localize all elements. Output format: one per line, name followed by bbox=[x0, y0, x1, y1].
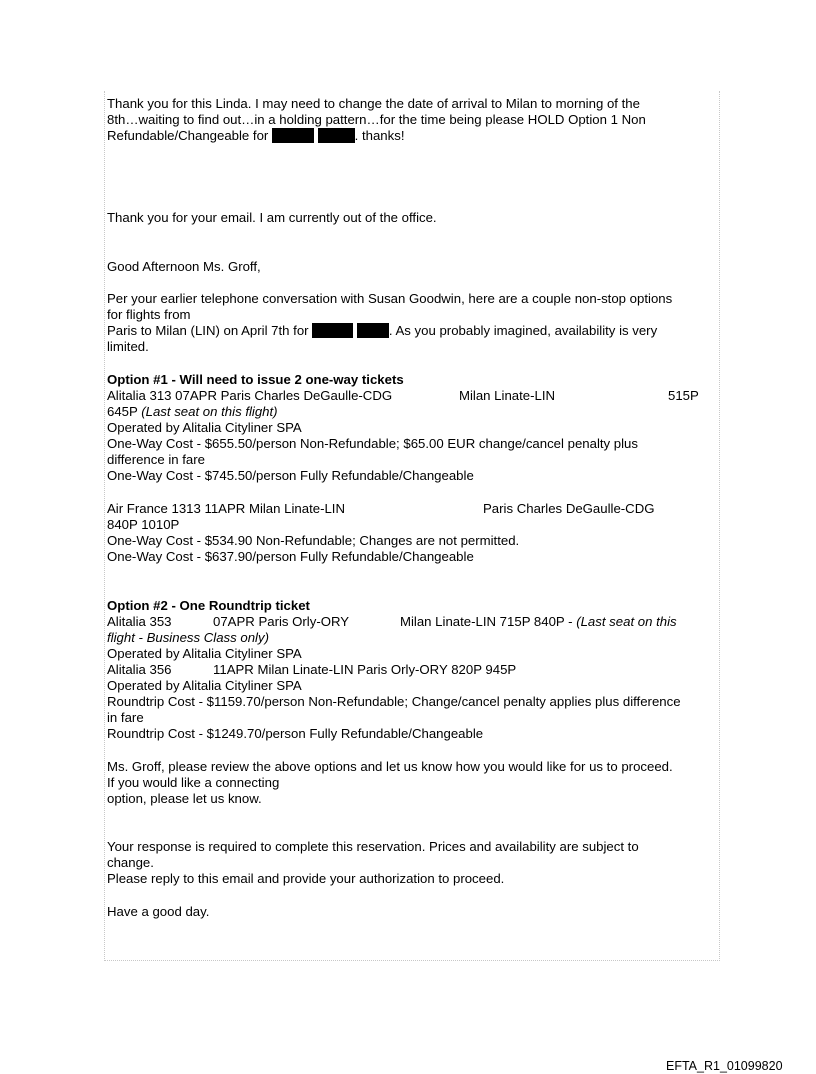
closing-reply-request: Please reply to this email and provide your authorization to proceed. bbox=[107, 871, 505, 886]
closing-signoff: Have a good day. bbox=[107, 904, 210, 919]
intro-line-1: Per your earlier telephone conversation with Susan Goodwin, here are a couple non-stop options bbox=[107, 291, 673, 306]
option2-operated2: Operated by Alitalia Cityliner SPA bbox=[107, 678, 302, 693]
option2-flight1-note2: flight - Business Class only) bbox=[107, 630, 269, 645]
option1-flight1-carrier: Alitalia 313 07APR Paris Charles DeGaulle-CDG bbox=[107, 388, 393, 403]
document-id: EFTA_R1_01099820 bbox=[666, 1059, 783, 1073]
option1-flight1-dest: Milan Linate-LIN bbox=[459, 388, 556, 403]
option2-heading: Option #2 - One Roundtrip ticket bbox=[107, 598, 310, 613]
option1-cost2: One-Way Cost - $745.50/person Fully Refundable/Changeable bbox=[107, 468, 474, 483]
option2-flight2-route: 11APR Milan Linate-LIN Paris Orly-ORY 820P 945P bbox=[213, 662, 517, 677]
option2-operated1: Operated by Alitalia Cityliner SPA bbox=[107, 646, 302, 661]
option1-flight1-arr-line bbox=[107, 404, 278, 420]
option1-heading: Option #1 - Will need to issue 2 one-way tickets bbox=[107, 372, 404, 387]
reply-line-3 bbox=[107, 128, 405, 144]
option1-cost1-line1: One-Way Cost - $655.50/person Non-Refundable; $65.00 EUR change/cancel penalty plus bbox=[107, 436, 638, 451]
intro-line-3 bbox=[107, 323, 657, 339]
option1-cost4: One-Way Cost - $637.90/person Fully Refundable/Changeable bbox=[107, 549, 474, 564]
redaction-block bbox=[272, 128, 314, 143]
intro-line-3-text: Paris to Milan (LIN) on April 7th for bbox=[107, 323, 313, 338]
option2-cost1-line2: in fare bbox=[107, 710, 144, 725]
reply-line-3-text: Refundable/Changeable for bbox=[107, 128, 272, 143]
reply-line-2: 8th…waiting to find out…in a holding pattern…for the time being please HOLD Option 1 Non bbox=[107, 112, 646, 127]
closing-response-2: change. bbox=[107, 855, 154, 870]
option1-flight1-note: (Last seat on this flight) bbox=[141, 404, 278, 419]
option2-flight1-note: (Last seat on this bbox=[576, 614, 677, 629]
option2-flight1-route: 07APR Paris Orly-ORY bbox=[213, 614, 350, 629]
option1-operated: Operated by Alitalia Cityliner SPA bbox=[107, 420, 302, 435]
option2-flight1-rest bbox=[400, 614, 677, 630]
closing-review-2: If you would like a connecting bbox=[107, 775, 280, 790]
option2-flight1-times: Milan Linate-LIN 715P 840P - bbox=[400, 614, 577, 629]
redaction-block bbox=[357, 323, 389, 338]
reply-line-3-end: . thanks! bbox=[354, 128, 405, 143]
option2-flight1-carrier: Alitalia 353 bbox=[107, 614, 172, 629]
reply-line-1: Thank you for this Linda. I may need to change the date of arrival to Milan to morning of the bbox=[107, 96, 640, 111]
option1-flight2-dest: Paris Charles DeGaulle-CDG bbox=[483, 501, 655, 516]
intro-line-3-end: . As you probably imagined, availability is very bbox=[388, 323, 658, 338]
option1-cost3: One-Way Cost - $534.90 Non-Refundable; Changes are not permitted. bbox=[107, 533, 520, 548]
option1-flight2-times: 840P 1010P bbox=[107, 517, 180, 532]
option1-flight1-arr: 645P bbox=[107, 404, 138, 419]
intro-line-4: limited. bbox=[107, 339, 149, 354]
option2-cost1-line1: Roundtrip Cost - $1159.70/person Non-Refundable; Change/cancel penalty applies plus difference bbox=[107, 694, 681, 709]
auto-reply: Thank you for your email. I am currently out of the office. bbox=[107, 210, 437, 225]
intro-line-2: for flights from bbox=[107, 307, 191, 322]
closing-review-3: option, please let us know. bbox=[107, 791, 262, 806]
option1-cost1-line2: difference in fare bbox=[107, 452, 205, 467]
closing-response-1: Your response is required to complete this reservation. Prices and availability are subject to bbox=[107, 839, 639, 854]
closing-review-1: Ms. Groff, please review the above options and let us know how you would like for us to proceed. bbox=[107, 759, 673, 774]
option1-flight2-carrier: Air France 1313 11APR Milan Linate-LIN bbox=[107, 501, 345, 516]
option2-cost2: Roundtrip Cost - $1249.70/person Fully Refundable/Changeable bbox=[107, 726, 484, 741]
option2-flight2-carrier: Alitalia 356 bbox=[107, 662, 172, 677]
option1-flight1-dep: 515P bbox=[668, 388, 699, 403]
redaction-block bbox=[318, 128, 355, 143]
redaction-block bbox=[312, 323, 353, 338]
greeting: Good Afternoon Ms. Groff, bbox=[107, 259, 261, 274]
